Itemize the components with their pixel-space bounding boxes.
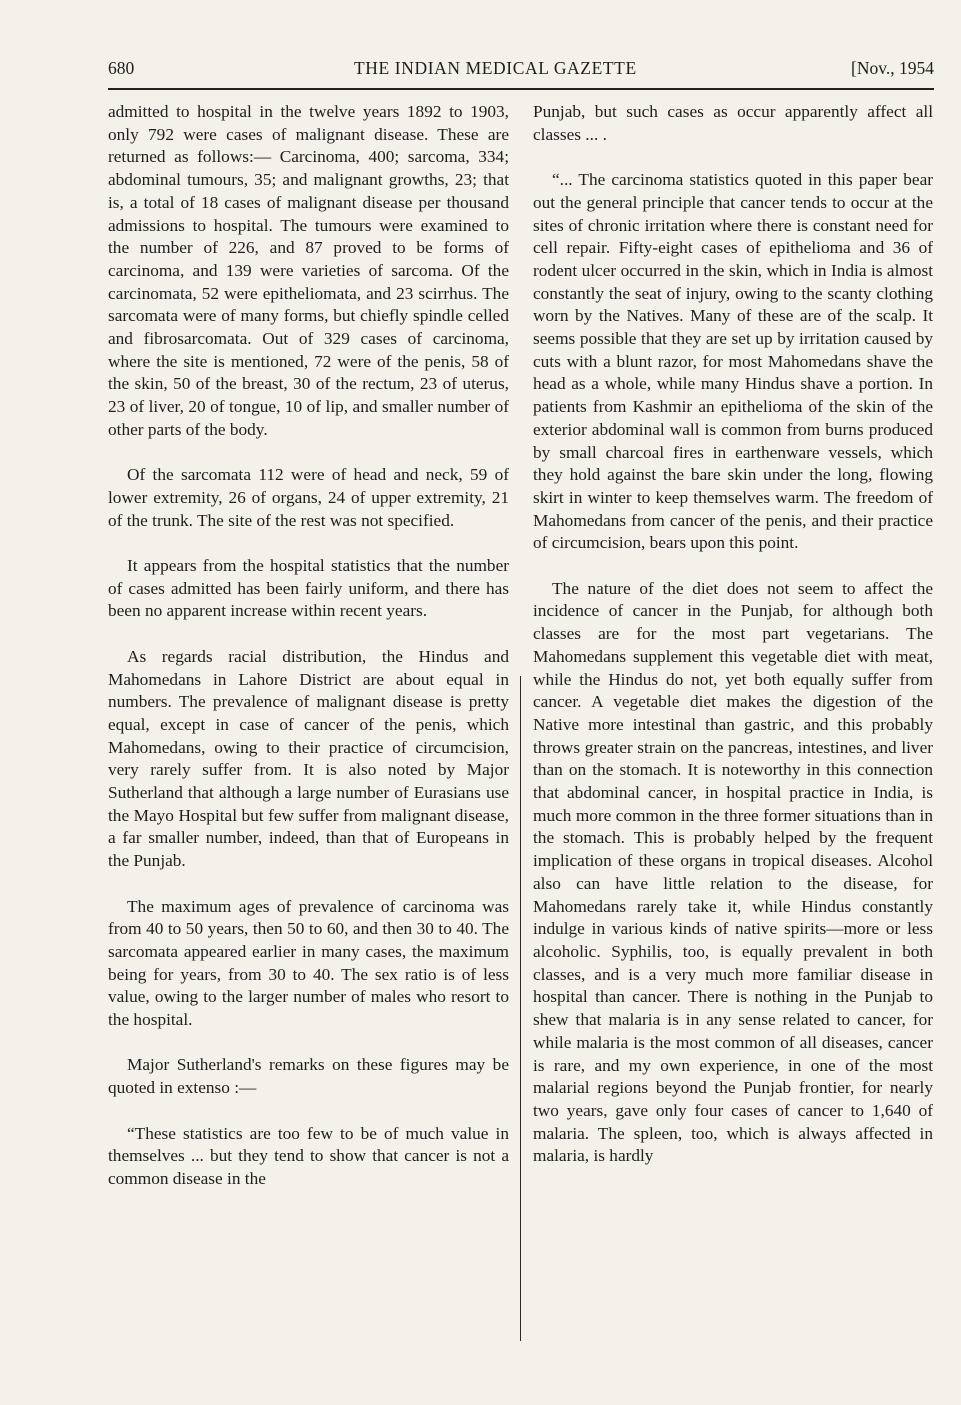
issue-date: [Nov., 1954	[851, 58, 934, 78]
paragraph: “... The carcinoma statistics quoted in this paper bear out the general principle that cancer tends to occur at the sites of chronic irritation where there is constant need for cell repair. Fifty-eight cases of epithelioma and 36 of rodent ulcer occurred in the skin, which in India is almost constantly the seat of injury, owing to the scanty clothing worn by the Natives. Many of these are of the scalp. It seems possible that they are set up by irritation caused by cuts with a blunt razor, for most Mahomedans shave the head as a whole, while many Hindus shave a portion. In patients from Kashmir an epithelioma of the skin of the exterior abdominal wall is common from burns produced by small charcoal fires in earthenware vessels, which they hold against the bare skin under the long, flowing skirt in winter to keep themselves warm. The freedom of Mahomedans from cancer of the penis, and their practice of circumcision, bears upon this point.	[533, 170, 933, 553]
paragraph: admitted to hospital in the twelve years 1892 to 1903, only 792 were cases of malignant disease. These are returned as follows:— Carcinoma, 400; sarcoma, 334; abdominal tumours, 35; and malignant growths, 23; that is, a total of 18 cases of malignant disease per thousand admissions to hospital. The tumours were examined to the number of 226, and 87 proved to be forms of carcinoma, and 139 were varieties of sarcoma. Of the carcinomata, 52 were epitheliomata, and 23 scirrhus. The sarcomata were of many forms, but chiefly spindle celled and fibrosarcomata. Out of 329 cases of carcinoma, where the site is mentioned, 72 were of the penis, 58 of the skin, 50 of the breast, 30 of the rectum, 23 of uterus, 23 of liver, 20 of tongue, 10 of lip, and smaller number of other parts of the body.	[108, 102, 509, 439]
paragraph: Of the sarcomata 112 were of head and neck, 59 of lower extremity, 26 of organs, 24 of upper extremity, 21 of the trunk. The site of the rest was not specified.	[108, 465, 509, 530]
running-header	[108, 58, 934, 86]
paragraph: As regards racial distribution, the Hindus and Mahomedans in Lahore District are about equal in numbers. The prevalence of malignant disease is pretty equal, except in case of cancer of the penis, which Mahomedans, owing to their practice of circumcision, very rarely suffer from. It is also noted by Major Sutherland that although a large number of Eurasians use the Mayo Hospital but few suffer from malignant disease, a far smaller number, indeed, than that of Europeans in the Punjab.	[108, 646, 509, 871]
paragraph: It appears from the hospital statistics that the number of cases admitted has been fairly uniform, and there has been no apparent increase within recent years.	[108, 556, 509, 621]
paragraph: The nature of the diet does not seem to affect the incidence of cancer in the Punjab, for although both classes are for the most part vegetarians. The Mahomedans supplement this vegetable diet with meat, while the Hindus do not, yet both equally suffer from cancer. A vegetable diet makes the digestion of the Native more intestinal than gastric, and this probably throws greater strain on the pancreas, intestines, and liver than on the stomach. It is noteworthy in this connection that abdominal cancer, in hospital practice in India, is much more common in the three former situations than in the stomach. This is probably helped by the frequent implication of these organs in tropical diseases. Alcohol also can have little relation to the disease, for Mahomedans rarely take it, while Hindus constantly indulge in various kinds of native spirits—more or less alcoholic. Syphilis, too, is equally prevalent in both classes, and is a very much more familiar disease in hospital than cancer. There is nothing in the Punjab to shew that malaria is in any sense related to cancer, for while malaria is the most common of all diseases, cancer is rare, and my own experience, in one of the most malarial regions beyond the Punjab frontier, for nearly two years, gave only four cases of cancer to 1,640 of malaria. The spleen, too, which is always affected in malaria, is hardly	[533, 578, 933, 1166]
paragraph: “These statistics are too few to be of much value in themselves ... but they tend to show that cancer is not a common disease in the	[108, 1123, 509, 1188]
header-rule	[108, 88, 934, 90]
paragraph: The maximum ages of prevalence of carcinoma was from 40 to 50 years, then 50 to 60, and then 30 to 40. The sarcomata appeared earlier in many cases, the maximum being for years, from 30 to 40. The sex ratio is of less value, owing to the larger number of males who resort to the hospital.	[108, 896, 509, 1030]
paragraph: Major Sutherland's remarks on these figures may be quoted in extenso :—	[108, 1055, 509, 1098]
paragraph: Punjab, but such cases as occur apparently affect all classes ... .	[533, 102, 933, 144]
journal-title: THE INDIAN MEDICAL GAZETTE	[354, 58, 637, 78]
left-column	[108, 101, 509, 1213]
column-divider	[520, 676, 521, 1341]
page-number: 680	[108, 58, 135, 78]
right-column	[533, 101, 933, 1191]
